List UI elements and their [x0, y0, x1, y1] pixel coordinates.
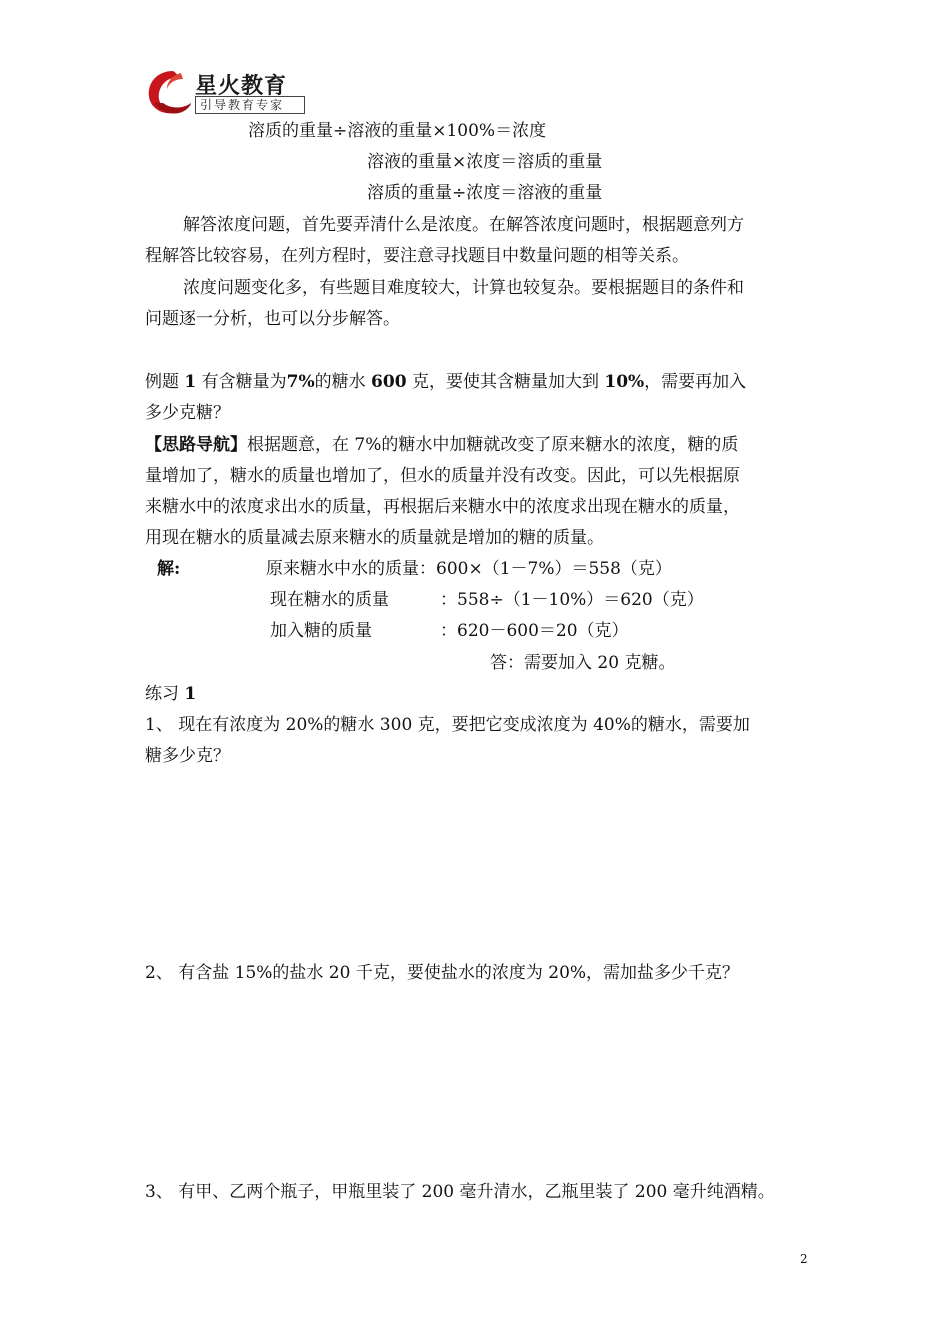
brand-logo [143, 67, 308, 117]
practice-question-1-line-2: 糖多少克？ [145, 746, 230, 766]
intro-paragraph-2-line-1: 浓度问题变化多，有些题目难度较大，计算也较复杂。要根据题目的条件和 [183, 278, 744, 298]
step-2-calc: ：558÷（1－10%）＝620（克） [440, 590, 704, 610]
hint-text-1: 根据题意，在 7%的糖水中加糖就改变了原来糖水的浓度，糖的质 [247, 435, 739, 455]
brand-name: 星火教育 [195, 74, 288, 99]
hint-line-2: 量增加了，糖水的质量也增加了，但水的质量并没有改变。因此，可以先根据原 [145, 466, 740, 486]
hint-line-1 [145, 434, 738, 456]
practice-question-2: 2、 有含盐 15%的盐水 20 千克，要使盐水的浓度为 20%，需加盐多少千克？ [145, 963, 740, 983]
solution-step-1 [266, 558, 672, 580]
practice-question-3: 3、 有甲、乙两个瓶子，甲瓶里装了 200 毫升清水，乙瓶里装了 200 毫升纯酒精。 [145, 1182, 775, 1202]
practice-question-1-line-1: 1、 现在有浓度为 20%的糖水 300 克，要把它变成浓度为 40%的糖水，需要加 [145, 715, 750, 735]
step-1-label: 原来糖水中水的质量： [266, 559, 436, 579]
step-3-calc: ：620－600＝20（克） [440, 621, 629, 641]
example-question-line-2: 多少克糖？ [145, 403, 230, 423]
example-amount: 600 [371, 372, 407, 392]
hint-title: 【思路导航】 [145, 435, 247, 455]
solution-label: 解: [157, 559, 181, 579]
example-text-d: ，需要再加入 [644, 372, 747, 392]
step-2-label: 现在糖水的质量 [270, 590, 389, 610]
example-number: 1 [184, 372, 197, 392]
formula-solution-weight: 溶质的重量÷浓度＝溶液的重量 [367, 183, 603, 203]
formula-solute-weight: 溶液的重量×浓度＝溶质的重量 [367, 152, 603, 172]
example-answer: 答：需要加入 20 克糖。 [490, 653, 676, 673]
brand-slogan: 引导教育专家 [195, 96, 305, 114]
practice-title-text: 练习 [145, 684, 179, 704]
example-text-c: 克，要使其含糖量加大到 [411, 372, 599, 392]
practice-number: 1 [184, 684, 197, 704]
spark-logo-icon [143, 67, 193, 117]
example-text-b: 的糖水 [314, 372, 366, 392]
hint-line-4: 用现在糖水的质量减去原来糖水的质量就是增加的糖的质量。 [145, 528, 604, 548]
step-3-label: 加入糖的质量 [270, 621, 372, 641]
formula-concentration: 溶质的重量÷溶液的重量×100%＝浓度 [248, 121, 547, 141]
example-pct-2: 10% [604, 372, 645, 392]
intro-paragraph-1-line-1: 解答浓度问题，首先要弄清什么是浓度。在解答浓度问题时，根据题意列方 [183, 215, 744, 235]
page-number: 2 [800, 1252, 808, 1266]
example-text-a: 有含糖量为 [201, 372, 287, 392]
example-label: 例题 [145, 372, 179, 392]
intro-paragraph-2-line-2: 问题逐一分析，也可以分步解答。 [145, 309, 400, 329]
step-1-calc: 600×（1－7%）＝558（克） [436, 559, 672, 579]
example-question-line-1 [145, 371, 746, 393]
practice-title [145, 683, 196, 705]
example-pct-1: 7% [286, 372, 315, 392]
intro-paragraph-1-line-2: 程解答比较容易，在列方程时，要注意寻找题目中数量问题的相等关系。 [145, 246, 689, 266]
hint-line-3: 来糖水中的浓度求出水的质量，再根据后来糖水中的浓度求出现在糖水的质量， [145, 497, 740, 517]
